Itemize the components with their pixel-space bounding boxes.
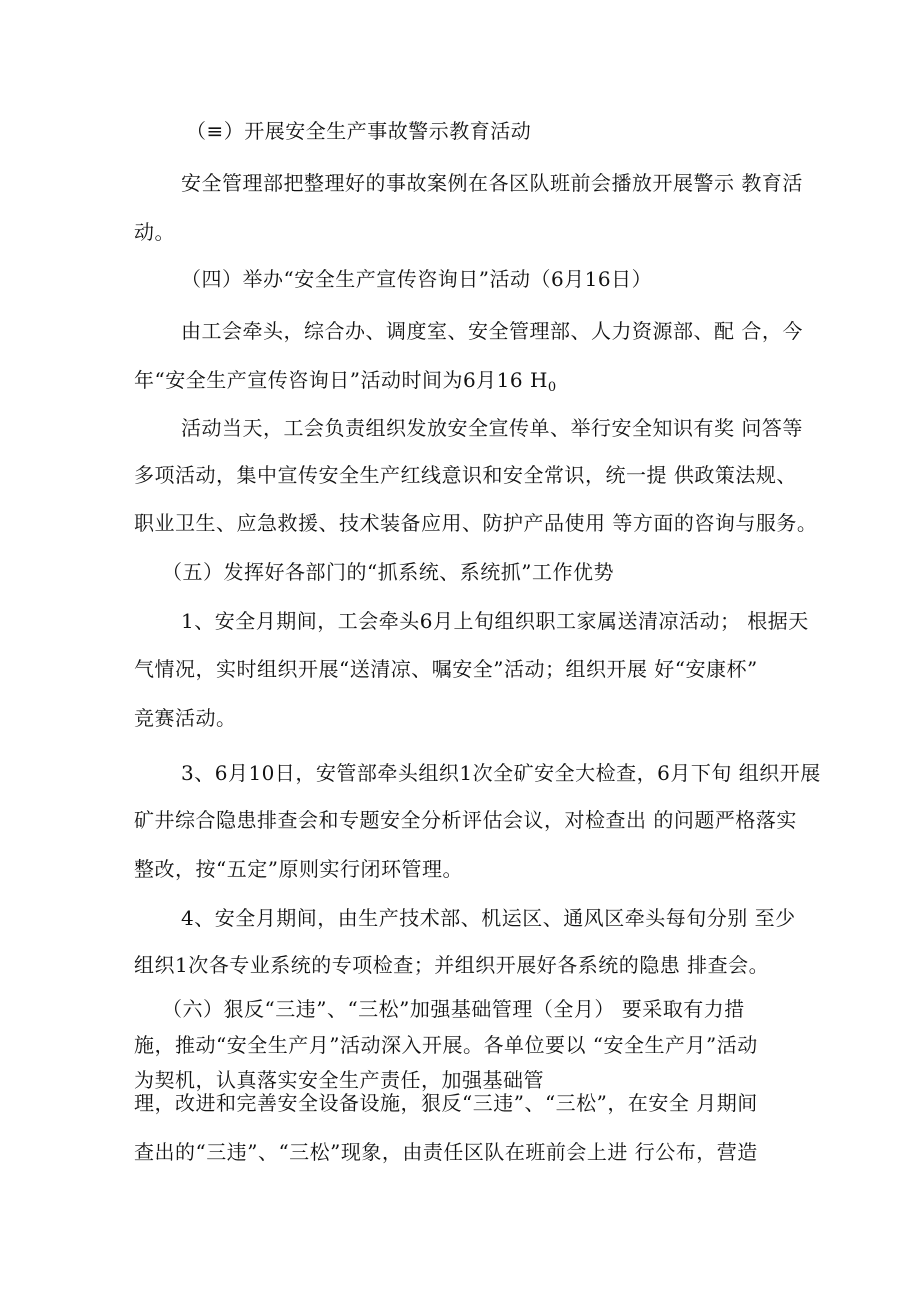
list-item-line: 4、安全月期间，由生产技术部、机运区、通风区牵头每旬分别 至少 bbox=[181, 906, 796, 930]
list-item-line: 矿井综合隐患排查会和专题安全分析评估会议，对检查出 的问题严格落实 bbox=[134, 808, 797, 832]
paragraph-text: 年“安全生产宣传咨询日”活动时间为6月16 H bbox=[134, 368, 548, 392]
section-heading-4: （四）举办“安全生产宣传咨询日”活动（6月16日） bbox=[181, 267, 653, 291]
paragraph-line: 施，推动“安全生产月”活动深入开展。各单位要以 “安全生产月”活动 bbox=[134, 1033, 758, 1057]
paragraph-line: 活动当天，工会负责组织发放安全宣传单、举行安全知识有奖 问答等 bbox=[181, 416, 803, 440]
list-item-line: 整改，按“五定”原则实行闭环管理。 bbox=[134, 857, 463, 881]
list-item-line: 竞赛活动。 bbox=[134, 706, 237, 730]
paragraph-line: 查出的“三违”、“三松”现象，由责任区队在班前会上进 行公布，营造 bbox=[134, 1140, 758, 1164]
list-item-line: 3、6月10日，安管部牵头组织1次全矿安全大检查，6月下旬 组织开展 bbox=[181, 761, 821, 785]
paragraph-line: 安全管理部把整理好的事故案例在各区队班前会播放开展警示 教育活 bbox=[181, 171, 803, 195]
list-item-line: 1、安全月期间，工会牵头6月上旬组织职工家属送清凉活动； 根据天 bbox=[181, 609, 809, 633]
section-heading-5: （五）发挥好各部门的“抓系统、系统抓”工作优势 bbox=[162, 560, 614, 584]
section-heading-6: （六）狠反“三违”、“三松”加强基础管理（全月） 要采取有力措 bbox=[162, 997, 745, 1021]
section-heading-3: （≡）开展安全生产事故警示教育活动 bbox=[186, 119, 532, 143]
paragraph-line: 为契机，认真落实安全生产责任，加强基础管 bbox=[134, 1068, 544, 1092]
paragraph-line: 动。 bbox=[134, 220, 175, 244]
list-item-line: 气情况，实时组织开展“送清凉、嘱安全”活动；组织开展 好“安康杯” bbox=[134, 657, 758, 681]
paragraph-line: 职业卫生、应急救援、技术装备应用、防护产品使用 等方面的咨询与服务。 bbox=[134, 511, 818, 535]
paragraph-line: 多项活动，集中宣传安全生产红线意识和安全常识，统一提 供政策法规、 bbox=[134, 463, 797, 487]
subscript-text: 0 bbox=[547, 380, 557, 395]
paragraph-line: 由工会牵头，综合办、调度室、安全管理部、人力资源部、配 合，今 bbox=[181, 319, 803, 343]
list-item-line: 组织1次各专业系统的专项检查；并组织开展好各系统的隐患 排查会。 bbox=[134, 953, 770, 977]
paragraph-line: 理，改进和完善安全设备设施，狠反“三违”、“三松”，在安全 月期间 bbox=[134, 1091, 758, 1115]
paragraph-line-with-subscript bbox=[134, 367, 557, 401]
